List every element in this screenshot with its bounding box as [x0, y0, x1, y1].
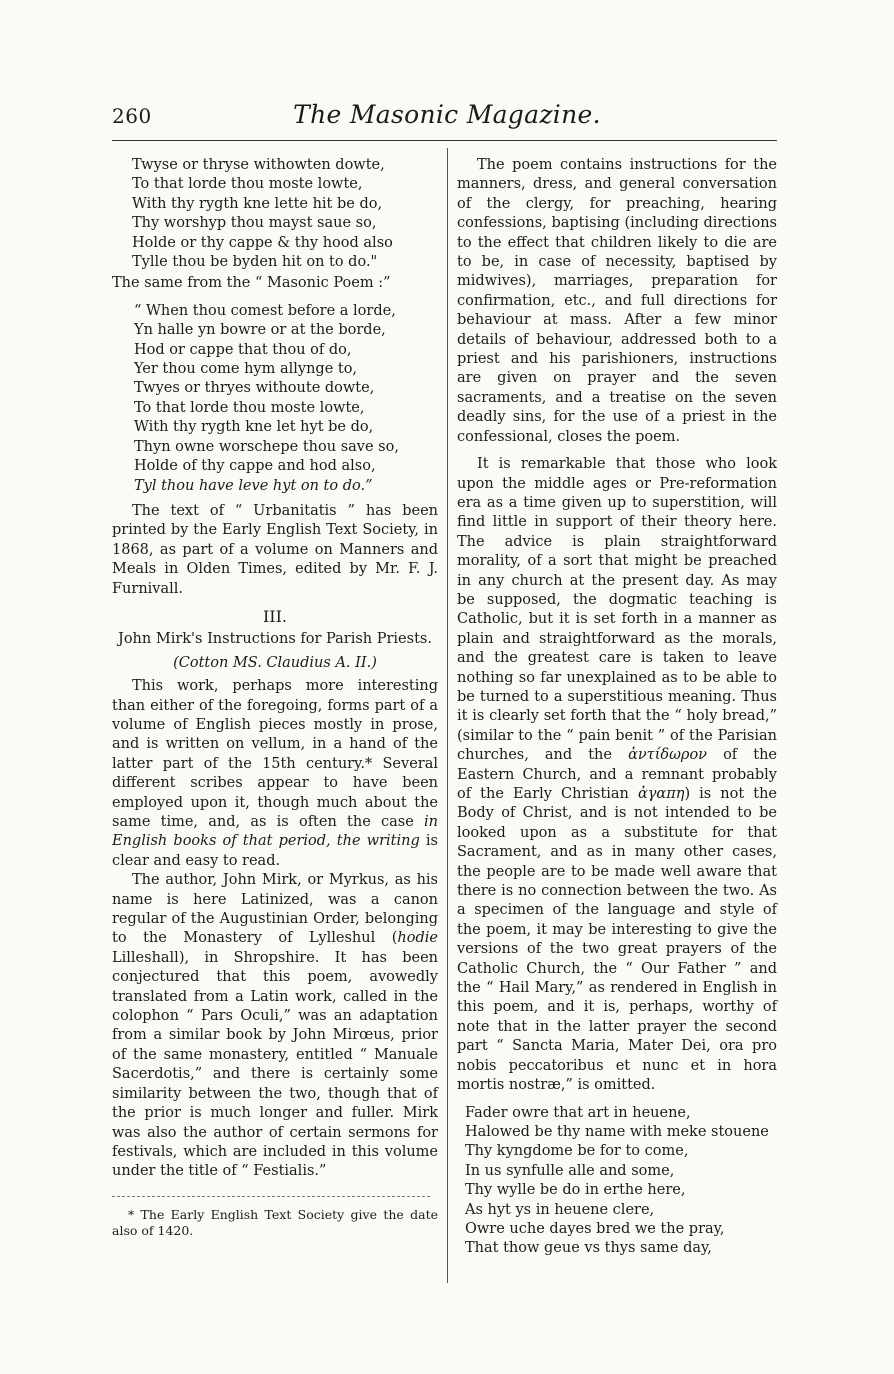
right-column: [457, 156, 777, 1259]
verse-line: Holde or thy cappe & thy hood also: [132, 234, 393, 251]
verse-line: Fader owre that art in heuene,: [465, 1104, 691, 1121]
paragraph-poem-contents: The poem contains instructions for the manners, dress, and general conversation of the clergy, for preaching, hearing confessions, baptising (including directions to the effect that children likely to die are to be, in case of necessity, baptised by midwives), marriages, preparation for confirmation, etc., and full directions for behaviour at mass. After a few minor details of behaviour, addressed both to a priest and his parishioners, instructions are given on prayer and the seven sacraments, and a treatise on the seven deadly sins, for the use of a priest in the confessional, closes the poem.: [457, 157, 777, 445]
section-title: John Mirk's Instructions for Parish Priests.: [118, 631, 432, 648]
verse-line: To that lorde thou moste lowte,: [132, 176, 363, 193]
verse-line: Halowed be thy name with meke stouene: [465, 1123, 769, 1140]
verse-line: In us synfulle alle and some,: [465, 1162, 675, 1179]
running-title: The Masonic Magazine.: [293, 100, 601, 129]
verse-line: With thy rygth kne let hyt be do,: [134, 419, 374, 436]
column-divider: [447, 148, 448, 1283]
section-number: III.: [262, 606, 288, 626]
verse-line: That thow geue vs thys same day,: [465, 1240, 712, 1257]
footnote-rule: [112, 1196, 430, 1197]
verse-line: “ When thou comest before a lorde,: [134, 302, 396, 319]
verse-line: To that lorde thou moste lowte,: [134, 399, 365, 416]
verse-line: Thy kyngdome be for to come,: [465, 1143, 689, 1160]
paragraph-remarkable: It is remarkable that those who look upon the middle ages or Pre-reformation era as a time given up to superstition, will find little in support of their theory here. The advice is plain straightforward morality, of a sort that might be preached in any church at the present day. As may be supposed, the dogmatic teaching is Catholic, but it is set forth in a manner as plain and straightforward as the morals, and the greatest care is taken to leave nothing so far unexplained as to be able to be turned to a superstitious meaning. Thus it is clearly set forth that the “ holy bread,” (similar to the “ pain benit ” of the Parisian churches, and the ἀντίδωρον of the Eastern Church, and a remnant probably of the Early Christian ἀγαπη) is not the Body of Christ, and is not intended to be looked upon as a substitute for that Sacrament, and as in many other cases, the people are to be made well aware that there is no connection between the two. As a specimen of the language and style of the poem, it may be interesting to give the versions of the two great prayers of the Catholic Church, the “ Our Father ” and the “ Hail Mary,” as rendered in English in this poem, and it is, perhaps, worthy of note that in the latter prayer the second part “ Sancta Maria, Mater Dei, ora pro nobis peccatoribus et nunc et in hora mortis nostræ,” is omitted.: [457, 456, 777, 1094]
paragraph-author: The author, John Mirk, or Myrkus, as his name is here Latinized, was a canon regular of the Augustinian Order, belonging to the Monastery of Lylleshul (hodie Lilleshall), in Shropshire. It has been conjectured that this poem, avowedly translated from a Latin work, called in the colophon “ Pars Oculi,” was an adaptation from a similar book by John Mirœus, prior of the same monastery, entitled “ Manuale Sacerdotis,” and there is certainly some similarity between the two, though that of the prior is much longer and fuller. Mirk was also the author of certain sermons for festivals, which are included in this volume under the title of “ Festialis.”: [112, 872, 438, 1180]
section-source: (Cotton MS. Claudius A. II.): [173, 654, 377, 671]
verse-line: Twyse or thryse withowten dowte,: [132, 157, 385, 173]
verse-line: Twyes or thryes withoute dowte,: [134, 380, 375, 397]
paragraph-this-work: This work, perhaps more interesting than either of the foregoing, forms part of a volume of English pieces mostly in prose, and is written on vellum, in a hand of the latter part of the 15th century.* Several different scribes appear to have been employed upon it, though much about the same time, and, as is often the case in English books of that period, the writing is clear and easy to read.: [112, 678, 438, 869]
verse-line: Tylle thou be byden hit on to do.": [132, 254, 378, 271]
page-number: 260: [112, 104, 152, 128]
verse-urbanitatis: [112, 156, 438, 272]
verse-line: Thy wylle be do in erthe here,: [465, 1182, 686, 1199]
verse-line: Holde of thy cappe and hod also,: [134, 458, 376, 475]
verse-line: Tyl thou have leve hyt on to do.”: [134, 477, 373, 494]
verse-line: Hod or cappe that thou of do,: [134, 341, 352, 358]
left-column: [112, 156, 438, 1239]
verse-our-father: [457, 1104, 777, 1259]
verse-line: As hyt ys in heuene clere,: [465, 1201, 655, 1218]
verse-masonic-poem: [112, 302, 438, 496]
header-rule: [112, 140, 777, 141]
verse-line: Thyn owne worschepe thou save so,: [134, 438, 399, 455]
verse-line: Yn halle yn bowre or at the borde,: [134, 322, 386, 339]
intro-masonic-poem: The same from the “ Masonic Poem :”: [112, 275, 391, 292]
footnote: * The Early English Text Society give the date also of 1420.: [112, 1206, 438, 1238]
verse-line: With thy rygth kne lette hit be do,: [132, 195, 383, 212]
verse-line: Yer thou come hym allynge to,: [134, 361, 358, 378]
verse-line: Thy worshyp thou mayst saue so,: [132, 215, 377, 232]
verse-line: Owre uche dayes bred we the pray,: [465, 1220, 725, 1237]
paragraph-text-of-urbanitatis: The text of “ Urbanitatis ” has been printed by the Early English Text Society, in 1868, as part of a volume on Manners and Meals in Olden Times, edited by Mr. F. J. Furnivall.: [112, 502, 438, 597]
